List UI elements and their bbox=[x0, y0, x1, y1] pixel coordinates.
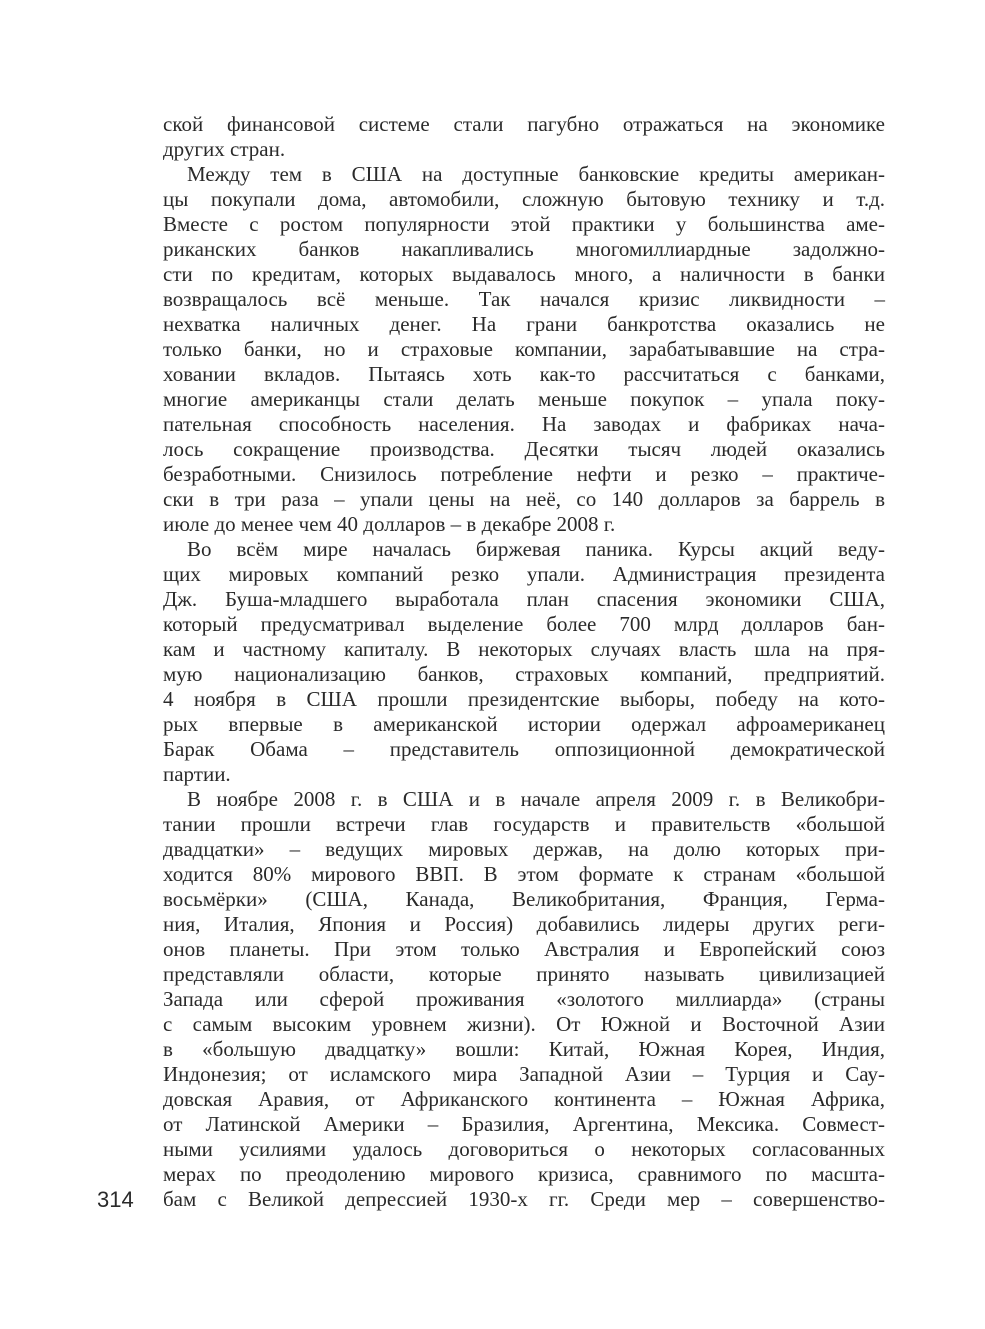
text-line: мую национализацию банков, страховых компаний, предприятий. bbox=[163, 662, 885, 686]
text-line: тании прошли встречи глав государств и правительств «большой bbox=[163, 812, 885, 836]
page-number: 314 bbox=[97, 1187, 134, 1212]
text-line: с самым высоким уровнем жизни). От Южной и Восточной Азии bbox=[163, 1012, 885, 1036]
text-line: Барак Обама – представитель оппозиционной демократической bbox=[163, 737, 885, 761]
text-line: сти по кредитам, которых выдавалось много, а наличности в банки bbox=[163, 262, 885, 286]
text-line: Дж. Буша-младшего выработала план спасения экономики США, bbox=[163, 587, 885, 611]
text-line: Запада или сферой проживания «золотого миллиарда» (страны bbox=[163, 987, 885, 1011]
body-text bbox=[163, 112, 885, 1212]
text-line: В ноябре 2008 г. в США и в начале апреля 2009 г. в Великобри- bbox=[187, 787, 885, 811]
text-line: безработными. Снизилось потребление нефти и резко – практиче- bbox=[163, 462, 885, 486]
text-line: восьмёрки» (США, Канада, Великобритания, Франция, Герма- bbox=[163, 887, 885, 911]
text-line: многие американцы стали делать меньше покупок – упала поку- bbox=[163, 387, 885, 411]
text-line: довская Аравия, от Африканского континента – Южная Африка, bbox=[163, 1087, 885, 1111]
text-line: возвращалось всё меньше. Так начался кризис ликвидности – bbox=[163, 287, 885, 311]
text-line: июле до менее чем 40 долларов – в декабре 2008 г. bbox=[163, 512, 616, 536]
text-line: риканских банков накапливались многомиллиардные задолжно- bbox=[163, 237, 885, 261]
text-line: Между тем в США на доступные банковские кредиты американ- bbox=[187, 162, 885, 186]
text-line: бам с Великой депрессией 1930-х гг. Среди мер – совершенство- bbox=[163, 1187, 885, 1211]
text-line: который предусматривал выделение более 700 млрд долларов бан- bbox=[163, 612, 885, 636]
text-line: партии. bbox=[163, 762, 231, 786]
text-line: ными усилиями удалось договориться о некоторых согласованных bbox=[163, 1137, 885, 1161]
text-line: ния, Италия, Япония и Россия) добавились лидеры других реги- bbox=[163, 912, 885, 936]
text-line: ходится 80% мирового ВВП. В этом формате к странам «большой bbox=[163, 862, 885, 886]
text-line: цы покупали дома, автомобили, сложную бытовую технику и т.д. bbox=[163, 187, 885, 211]
text-line: рых впервые в американской истории одержал афроамериканец bbox=[163, 712, 885, 736]
text-line: только банки, но и страховые компании, зарабатывавшие на стра- bbox=[163, 337, 885, 361]
text-line: мерах по преодолению мирового кризиса, сравнимого по масшта- bbox=[163, 1162, 885, 1186]
text-line: онов планеты. При этом только Австралия и Европейский союз bbox=[163, 937, 885, 961]
text-line: в «большую двадцатку» вошли: Китай, Южная Корея, Индия, bbox=[163, 1037, 885, 1061]
text-line: ской финансовой системе стали пагубно отражаться на экономике bbox=[163, 112, 885, 136]
text-line: двадцатки» – ведущих мировых держав, на долю которых при- bbox=[163, 837, 885, 861]
text-line: нехватка наличных денег. На грани банкротства оказались не bbox=[163, 312, 885, 336]
text-line: Индонезия; от исламского мира Западной Азии – Турция и Сау- bbox=[163, 1062, 885, 1086]
text-line: пательная способность населения. На заводах и фабриках нача- bbox=[163, 412, 885, 436]
text-line: других стран. bbox=[163, 137, 286, 161]
text-line: ховании вкладов. Пытаясь хоть как-то рассчитаться с банками, bbox=[163, 362, 885, 386]
text-line: лось сокращение производства. Десятки тысяч людей оказались bbox=[163, 437, 885, 461]
text-line: кам и частному капиталу. В некоторых случаях власть шла на пря- bbox=[163, 637, 885, 661]
text-line: представляли области, которые принято называть цивилизацией bbox=[163, 962, 885, 986]
text-line: от Латинской Америки – Бразилия, Аргентина, Мексика. Совмест- bbox=[163, 1112, 885, 1136]
text-line: 4 ноября в США прошли президентские выборы, победу на кото- bbox=[163, 687, 885, 711]
text-line: Во всём мире началась биржевая паника. Курсы акций веду- bbox=[187, 537, 885, 561]
text-line: Вместе с ростом популярности этой практики у большинства аме- bbox=[163, 212, 885, 236]
text-line: щих мировых компаний резко упали. Администрация президента bbox=[163, 562, 885, 586]
text-line: ски в три раза – упали цены на неё, со 140 долларов за баррель в bbox=[163, 487, 885, 511]
